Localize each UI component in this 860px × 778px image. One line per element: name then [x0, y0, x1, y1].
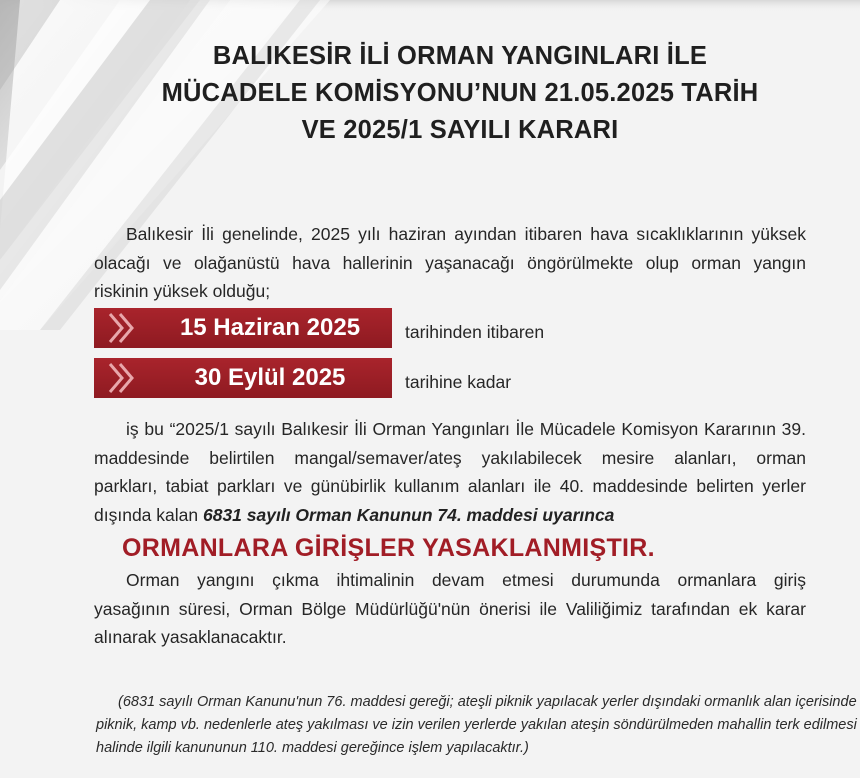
footnote-line-1: (6831 sayılı Orman Kanunu'nun 76. maddesi gereği; ateşli piknik yapılacak yerler dışındaki ormanlık alan içerisinde: [118, 694, 857, 710]
title-line-3: VE 2025/1 SAYILI KARARI: [301, 116, 619, 144]
title-line-2: MÜCADELE KOMİSYONU’NUN 21.05.2025 TARİH: [161, 79, 759, 107]
law-reference: 6831 sayılı Orman Kanunun 74. maddesi uyarınca: [202, 504, 615, 525]
intro-line-1: Balıkesir İli genelinde, 2025 yılı haziran ayından itibaren hava sıcaklıklarının yüksek: [126, 224, 806, 244]
intro-line-3: riskinin yüksek olduğu;: [94, 281, 271, 301]
decision-line-1: iş bu “2025/1 sayılı Balıkesir İli Orman Yangınları İle Mücadele Komisyon Kararının 39.: [126, 419, 806, 439]
page-title: [130, 38, 790, 149]
start-date-suffix: tarihinden itibaren: [405, 322, 545, 342]
end-date-suffix: tarihine kadar: [405, 372, 512, 392]
extension-line-3: alınarak yasaklanacaktır.: [94, 627, 287, 647]
start-date-text: 15 Haziran 2025: [179, 314, 361, 341]
extension-line-1: Orman yangını çıkma ihtimalinin devam etmesi durumunda ormanlara giriş: [126, 570, 806, 590]
chevron-right-icon: [106, 312, 146, 344]
decision-line-4-prefix: dışında kalan: [94, 504, 199, 525]
decision-line-4: [94, 501, 806, 530]
extension-paragraph: [94, 566, 806, 652]
legal-footnote: [96, 691, 857, 760]
decision-line-2: maddesinde belirtilen mangal/semaver/ateş yakılabilecek mesire alanları, orman: [94, 447, 806, 468]
forest-entry-ban-warning: ORMANLARA GİRİŞLER YASAKLANMIŞTIR.: [122, 534, 655, 562]
footnote-line-2: piknik, kamp vb. nedenlerle ateş yakılması ve izin verilen yerlerde yakılan ateşin söndürülmeden mahallin terk edilmesi: [96, 717, 857, 733]
intro-line-2: olacağı ve olağanüstü hava hallerinin yaşanacağı öngörülmekte olup orman yangın: [94, 252, 806, 273]
start-date-banner: [94, 308, 392, 348]
end-date-banner: [94, 358, 392, 398]
extension-line-2: yasağının süresi, Orman Bölge Müdürlüğü'nün önerisi ile Valiliğimiz tarafından ek karar: [94, 598, 806, 619]
decision-line-3: parkları, tabiat parkları ve günübirlik kullanım alanları ile 40. maddesinde belirten yerler: [94, 476, 806, 496]
decision-paragraph: [94, 415, 806, 529]
chevron-right-icon: [106, 362, 146, 394]
end-date-text: 30 Eylül 2025: [194, 364, 346, 391]
title-line-1: BALIKESİR İLİ ORMAN YANGINLARI İLE: [212, 42, 708, 70]
footnote-line-3: halinde ilgili kanununun 110. maddesi gereğince işlem yapılacaktır.): [96, 740, 529, 756]
intro-paragraph: [94, 220, 806, 306]
